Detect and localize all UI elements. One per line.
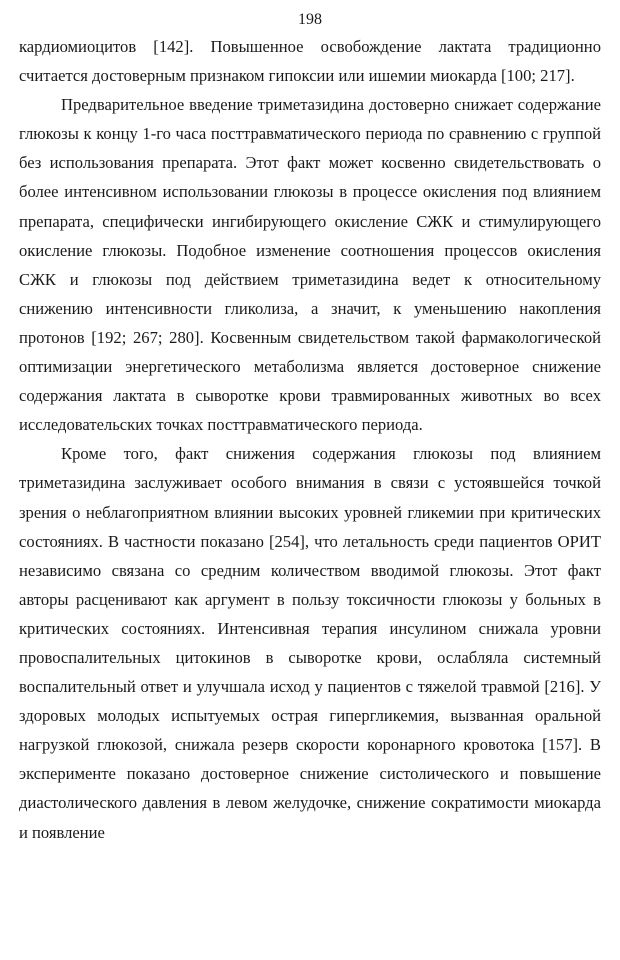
paragraph-3: Кроме того, факт снижения содержания глюкозы под влиянием триметазидина заслуживает особого внимания в связи с устоявшейся точкой зрения о неблагоприятном влиянии высоких уровней гликемии при критических состояниях. В частности показано [254], что летальность среди пациентов ОРИТ независимо связана со средним количеством вводимой глюкозы. Этот факт авторы расценивают как аргумент в пользу токсичности глюкозы у больных в критических состояниях. Интенсивная терапия инсулином снижала уровни провоспалительных цитокинов в сыворотке крови, ослабляла системный воспалительный ответ и улучшала исход у пациентов с тяжелой травмой [216]. У здоровых молодых испытуемых острая гипергликемия, вызванная оральной нагрузкой глюкозой, снижала резерв скорости коронарного кровотока [157]. В эксперименте показано достоверное снижение систолического и повышение диастолического давления в левом желудочке, снижение сократимости миокарда и появление <box>19 444 601 842</box>
paragraph-2: Предварительное введение триметазидина достоверно снижает содержание глюкозы к концу 1-го часа посттравматического периода по сравнению с группой без использования препарата. Этот факт может косвенно свидетельствовать о более интенсивном использовании глюкозы в процессе окисления под влиянием препарата, специфически ингибирующего окисление СЖК и стимулирующего окисление глюкозы. Подобное изменение соотношения процессов окисления СЖК и глюкозы под действием триметазидина ведет к относительному снижению интенсивности гликолиза, а значит, к уменьшению накопления протонов [192; 267; 280]. Косвенным свидетельством такой фармакологической оптимизации энергетического метаболизма является достоверное снижение содержания лактата в сыворотке крови травмированных животных во всех исследовательских точках посттравматического периода. <box>19 95 601 435</box>
paragraph-1: кардиомиоцитов [142]. Повышенное освобождение лактата традиционно считается достоверным признаком гипоксии или ишемии миокарда [100; 217]. <box>19 37 601 86</box>
page-number: 198 <box>298 11 322 28</box>
body-text <box>19 32 601 847</box>
